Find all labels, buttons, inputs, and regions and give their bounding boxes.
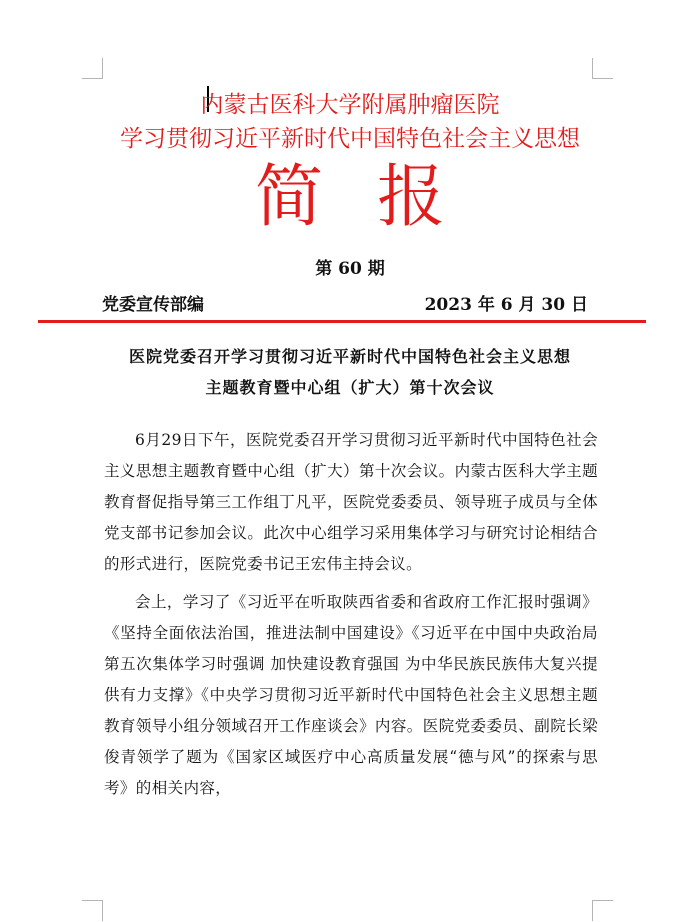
crop-mark-top-left xyxy=(82,58,103,79)
article-paragraph-2[interactable]: 会上，学习了《习近平在听取陕西省委和省政府工作汇报时强调》《坚持全面依法治国，推进法制中国建设》《习近平在中国中央政治局第五次集体学习时强调 加快建设教育强国 为中华民族民族伟大复兴提供有力支撑》《中央学习贯彻习近平新时代中国特色社会主义思想主题教育领导小组分领域召开工作座谈会》内容。医院党委委员、副院长梁俊青领学了题为《国家区域医疗中心高质量发展“德与风”的探索与思考》的相关内容， xyxy=(104,593,598,797)
editor-department[interactable]: 党委宣传部编 xyxy=(102,295,204,315)
article-body[interactable] xyxy=(104,425,598,811)
crop-mark-bottom-right xyxy=(592,900,613,921)
article-title-line2[interactable]: 主题教育暨中心组（扩大）第十次会议 xyxy=(205,378,495,397)
article-paragraph-1[interactable]: 6月29日下午，医院党委召开学习贯彻习近平新时代中国特色社会主义思想主题教育暨中心组（扩大）第十次会议。内蒙古医科大学主题教育督促指导第三工作组丁凡平，医院党委委员、领导班子成员与全体党支部书记参加会议。此次中心组学习采用集体学习与研究讨论相结合的形式进行，医院党委书记王宏伟主持会议。 xyxy=(104,431,598,573)
red-divider-line xyxy=(38,320,646,323)
hospital-name[interactable]: 内蒙古医科大学附属肿瘤医院 xyxy=(200,92,500,118)
study-theme-heading[interactable]: 学习贯彻习近平新时代中国特色社会主义思想 xyxy=(120,126,580,152)
brief-title[interactable]: 简报 xyxy=(254,158,499,237)
publish-date[interactable]: 2023 年 6 月 30 日 xyxy=(424,295,588,315)
article-title-line1[interactable]: 医院党委召开学习贯彻习近平新时代中国特色社会主义思想 xyxy=(128,347,571,366)
crop-mark-bottom-left xyxy=(82,900,103,921)
issue-number[interactable]: 第 60 期 xyxy=(315,259,385,279)
crop-mark-top-right xyxy=(592,58,613,79)
